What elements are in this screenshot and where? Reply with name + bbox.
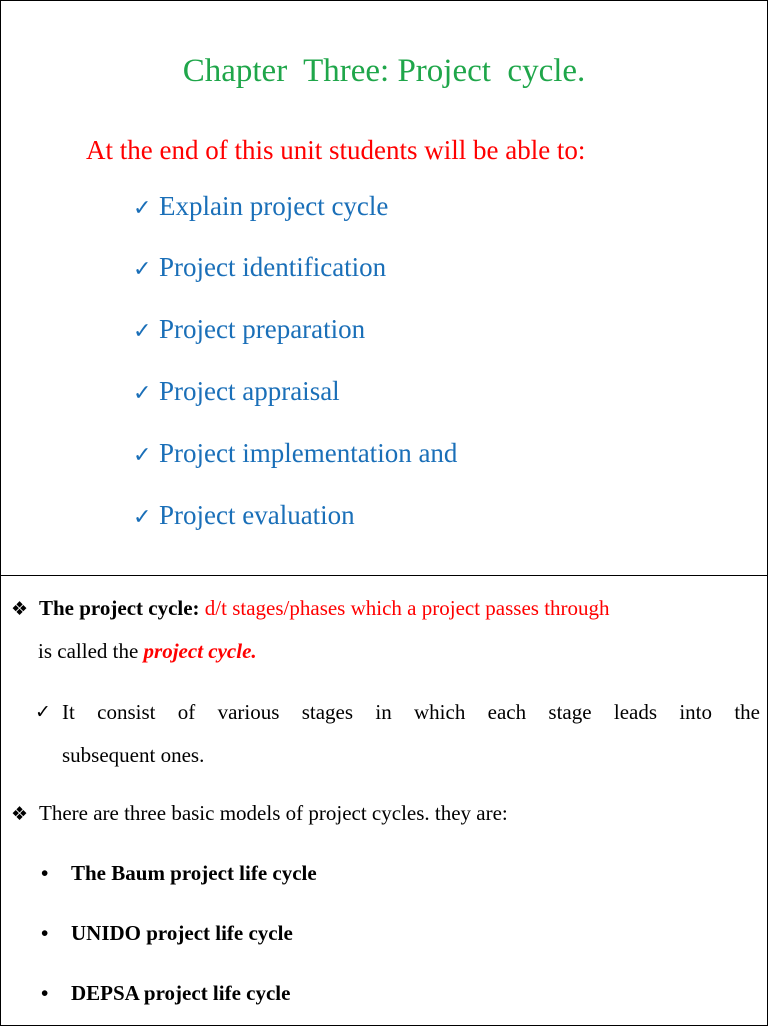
definition-line-2: is called the project cycle. (38, 639, 257, 663)
diamond-bullet-icon: ❖ (11, 598, 29, 620)
slide-project-cycle (0, 575, 768, 1026)
models-intro: ❖ There are three basic models of project cycles. they are: (11, 801, 508, 825)
list-item: • UNIDO project life cycle (37, 921, 293, 946)
list-item: • The Baum project life cycle (37, 861, 317, 886)
check-icon: ✓ (133, 257, 152, 282)
check-icon: ✓ (133, 505, 152, 530)
page-title: Chapter Three: Project cycle. (182, 53, 586, 89)
bullet-icon: • (41, 981, 49, 1005)
check-icon: ✓ (35, 701, 51, 723)
bullet-icon: • (41, 861, 49, 885)
objective-item: ✓ Project evaluation (133, 500, 355, 530)
check-icon: ✓ (133, 196, 152, 221)
stage-description-line-1: It consist of various stages in which each stage leads into the (62, 700, 760, 724)
definition-line-1: ❖ The project cycle: d/t stages/phases which a project passes through (11, 596, 610, 620)
objective-item: ✓ Project identification (133, 252, 387, 282)
objective-item: ✓ Project preparation (133, 314, 366, 344)
objective-item: ✓ Project appraisal (133, 376, 340, 406)
stage-description-line-2: subsequent ones. (62, 743, 205, 767)
check-icon: ✓ (133, 381, 152, 406)
diamond-bullet-icon: ❖ (11, 803, 29, 825)
list-item: • DEPSA project life cycle (37, 981, 290, 1006)
objectives-intro: At the end of this unit students will be able to: (86, 135, 586, 165)
objective-item: ✓ Explain project cycle (133, 191, 389, 221)
check-icon: ✓ (133, 443, 152, 468)
objective-item: ✓ Project implementation and (133, 438, 458, 468)
check-icon: ✓ (133, 319, 152, 344)
bullet-icon: • (41, 921, 49, 945)
